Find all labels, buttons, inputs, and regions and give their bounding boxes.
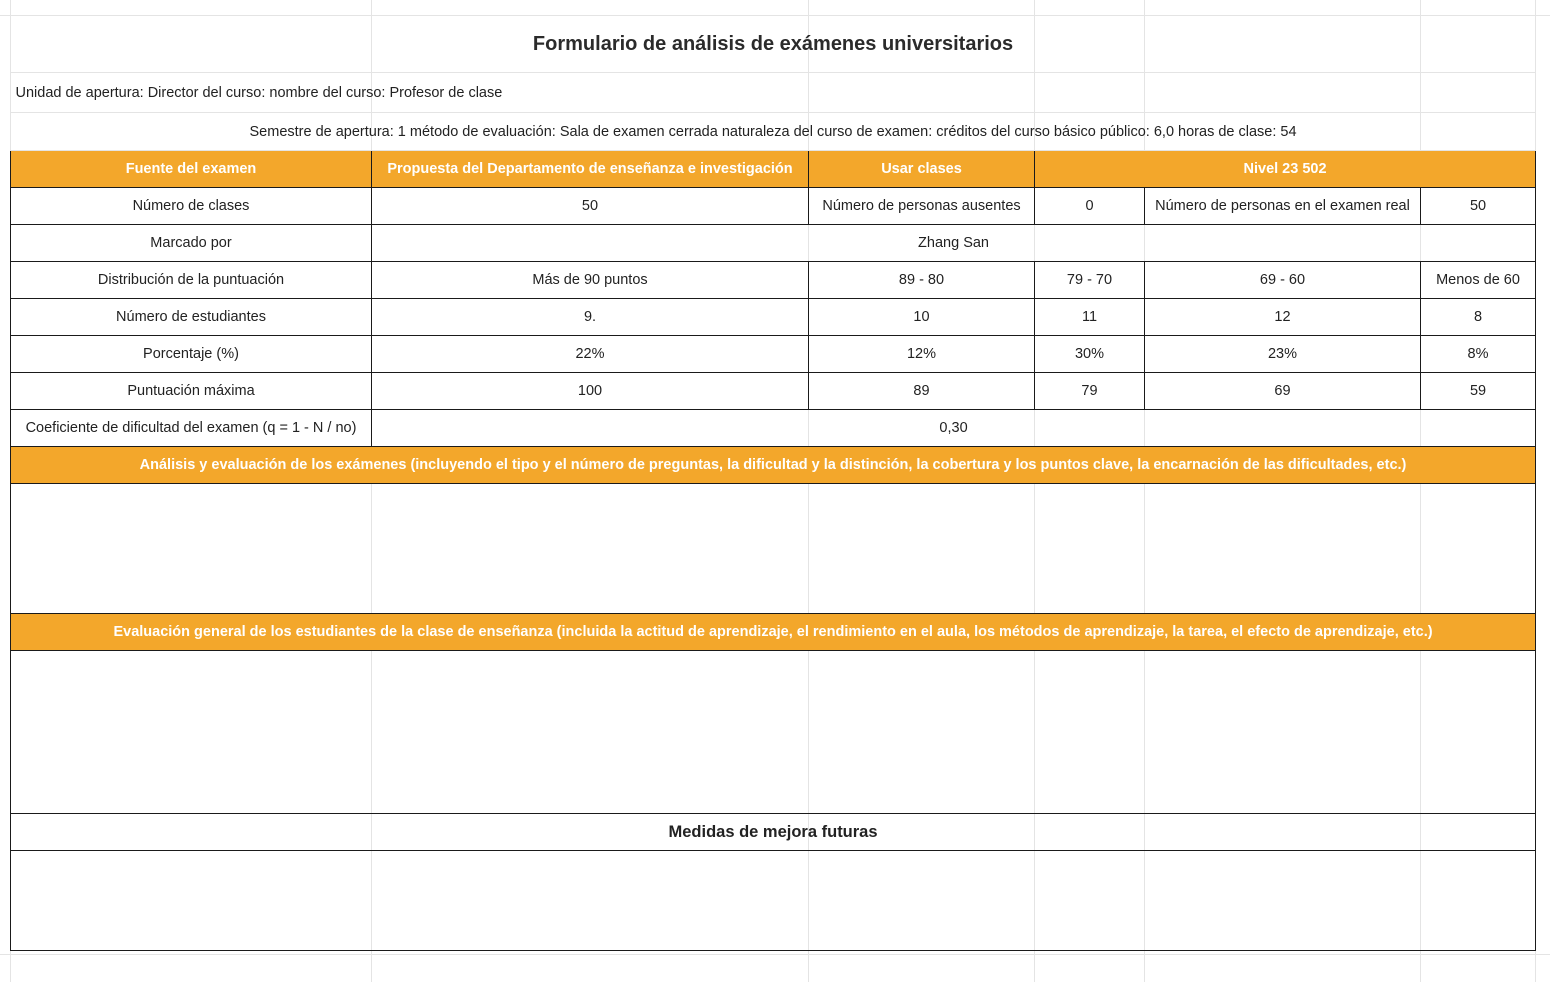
students-value[interactable]: 9. [372, 299, 809, 336]
sheet-title[interactable]: Formulario de análisis de exámenes universitarios [11, 16, 1536, 73]
section-analysis-area-row [11, 484, 1536, 614]
section-improvement-header[interactable]: Medidas de mejora futuras [11, 814, 1536, 851]
section-improvement-header-row [11, 814, 1536, 851]
semester-row [11, 113, 1536, 151]
max-score-value[interactable]: 59 [1421, 373, 1536, 410]
distribution-range[interactable]: Más de 90 puntos [372, 262, 809, 299]
max-score-value[interactable]: 100 [372, 373, 809, 410]
section-evaluation-header-row [11, 614, 1536, 651]
semester-line-cell[interactable]: Semestre de apertura: 1 método de evaluación: Sala de examen cerrada naturaleza del curso de examen: créditos del curso básico público: 6,0 horas de clase: 54 [11, 113, 1536, 151]
section-analysis-header-row [11, 447, 1536, 484]
difficulty-value[interactable]: 0,30 [372, 410, 1536, 447]
section-analysis-header[interactable]: Análisis y evaluación de los exámenes (incluyendo el tipo y el número de preguntas, la dificultad y la distinción, la cobertura y los puntos clave, la encarnación de las dificultades, etc.) [11, 447, 1536, 484]
students-value[interactable]: 12 [1145, 299, 1421, 336]
header-level[interactable]: Nivel 23 502 [1035, 151, 1536, 188]
header-exam-source[interactable]: Fuente del examen [11, 151, 372, 188]
exam-analysis-sheet [10, 15, 1536, 951]
marked-row [11, 225, 1536, 262]
actual-value[interactable]: 50 [1421, 188, 1536, 225]
section-improvement-area[interactable] [11, 851, 1536, 951]
students-value[interactable]: 8 [1421, 299, 1536, 336]
classes-label[interactable]: Número de clases [11, 188, 372, 225]
section-evaluation-area[interactable] [11, 651, 1536, 814]
percentage-label[interactable]: Porcentaje (%) [11, 336, 372, 373]
max-score-row [11, 373, 1536, 410]
percentage-value[interactable]: 30% [1035, 336, 1145, 373]
percentage-value[interactable]: 23% [1145, 336, 1421, 373]
absent-value[interactable]: 0 [1035, 188, 1145, 225]
classes-value[interactable]: 50 [372, 188, 809, 225]
distribution-label[interactable]: Distribución de la puntuación [11, 262, 372, 299]
section-analysis-area[interactable] [11, 484, 1536, 614]
max-score-value[interactable]: 89 [809, 373, 1035, 410]
header-row [11, 151, 1536, 188]
actual-label[interactable]: Número de personas en el examen real [1145, 188, 1421, 225]
info-row [11, 73, 1536, 113]
percentage-value[interactable]: 8% [1421, 336, 1536, 373]
students-value[interactable]: 11 [1035, 299, 1145, 336]
max-score-label[interactable]: Puntuación máxima [11, 373, 372, 410]
distribution-range[interactable]: 69 - 60 [1145, 262, 1421, 299]
title-row [11, 16, 1536, 73]
distribution-range[interactable]: Menos de 60 [1421, 262, 1536, 299]
marked-value[interactable]: Zhang San [372, 225, 1536, 262]
distribution-range[interactable]: 89 - 80 [809, 262, 1035, 299]
distribution-range[interactable]: 79 - 70 [1035, 262, 1145, 299]
classes-row [11, 188, 1536, 225]
distribution-row [11, 262, 1536, 299]
difficulty-row [11, 410, 1536, 447]
percentage-value[interactable]: 12% [809, 336, 1035, 373]
marked-label[interactable]: Marcado por [11, 225, 372, 262]
students-label[interactable]: Número de estudiantes [11, 299, 372, 336]
header-use-classes[interactable]: Usar clases [809, 151, 1035, 188]
difficulty-label[interactable]: Coeficiente de dificultad del examen (q = 1 - N / no) [11, 410, 372, 447]
max-score-value[interactable]: 69 [1145, 373, 1421, 410]
percentage-value[interactable]: 22% [372, 336, 809, 373]
students-row [11, 299, 1536, 336]
students-value[interactable]: 10 [809, 299, 1035, 336]
section-evaluation-header[interactable]: Evaluación general de los estudiantes de la clase de enseñanza (incluida la actitud de aprendizaje, el rendimiento en el aula, los métodos de aprendizaje, la tarea, el efecto de aprendizaje, etc.) [11, 614, 1536, 651]
section-evaluation-area-row [11, 651, 1536, 814]
section-improvement-area-row [11, 851, 1536, 951]
absent-label[interactable]: Número de personas ausentes [809, 188, 1035, 225]
header-proposal[interactable]: Propuesta del Departamento de enseñanza e investigación [372, 151, 809, 188]
info-line-cell[interactable]: Unidad de apertura: Director del curso: nombre del curso: Profesor de clase [11, 73, 1536, 113]
percentage-row [11, 336, 1536, 373]
max-score-value[interactable]: 79 [1035, 373, 1145, 410]
